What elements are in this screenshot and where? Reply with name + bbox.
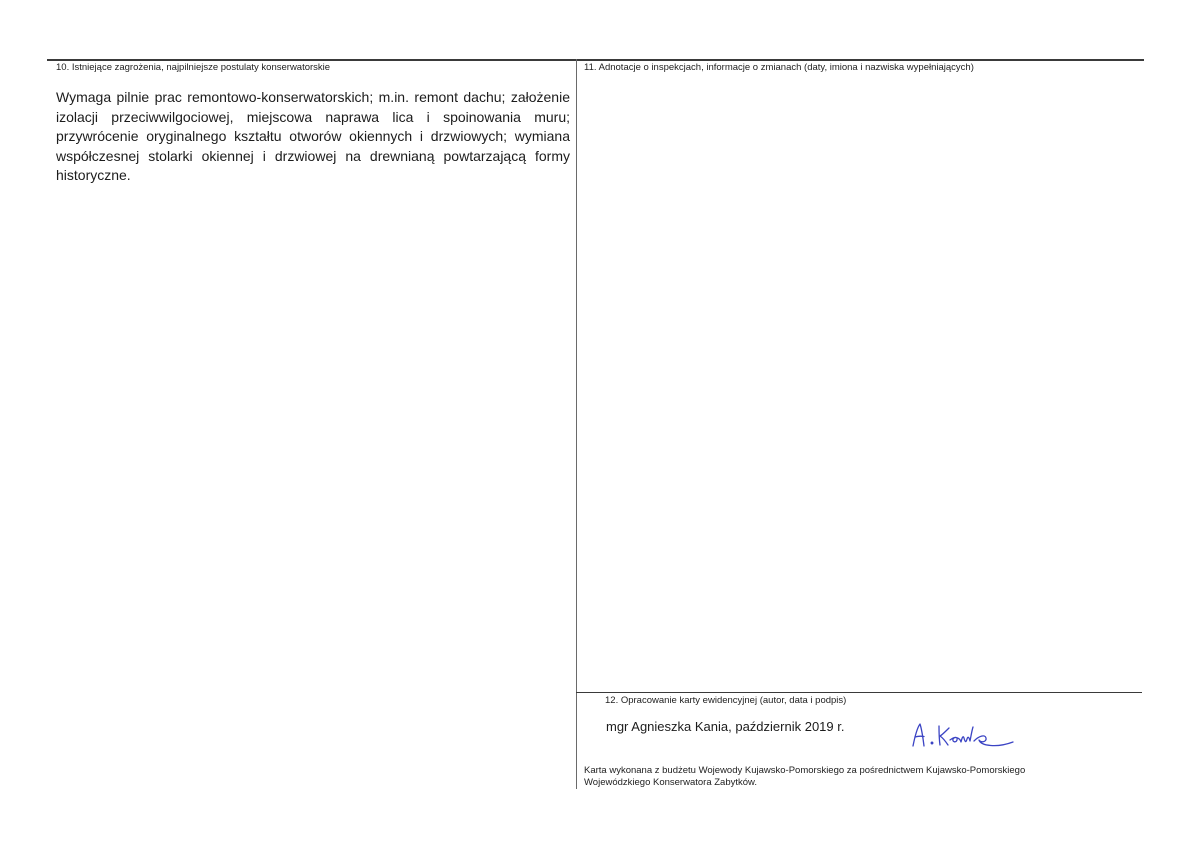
funding-note-line-2: Wojewódzkiego Konserwatora Zabytków. (584, 777, 758, 788)
section-12-title: 12. Opracowanie karty ewidencyjnej (autor, data i podpis) (605, 695, 847, 706)
section-10-title: 10. Istniejące zagrożenia, najpilniejsze postulaty konserwatorskie (56, 62, 331, 73)
author-line: mgr Agnieszka Kania, październik 2019 r. (606, 719, 845, 734)
section-11-title: 11. Adnotacje o inspekcjach, informacje o zmianach (daty, imiona i nazwiska wypełniających) (584, 62, 974, 73)
signature-image (905, 718, 1045, 754)
top-border-line (47, 59, 1144, 61)
section-12-top-line (576, 692, 1142, 693)
section-10-content: Wymaga pilnie prac remontowo-konserwatorskich; m.in. remont dachu; założenie izolacji przeciwwilgociowej, miejscowa naprawa lica i spoinowania muru; przywrócenie oryginalnego kształtu otworów okiennych i drzwiowych; wymiana współczesnej stolarki okiennej i drzwiowej na drewnianą powtarzającą formy historyczne. (56, 89, 570, 183)
funding-note-line-1: Karta wykonana z budżetu Wojewody Kujawsko-Pomorskiego za pośrednictwem Kujawsko-Pomorskiego (584, 765, 1026, 776)
column-divider (576, 59, 577, 789)
